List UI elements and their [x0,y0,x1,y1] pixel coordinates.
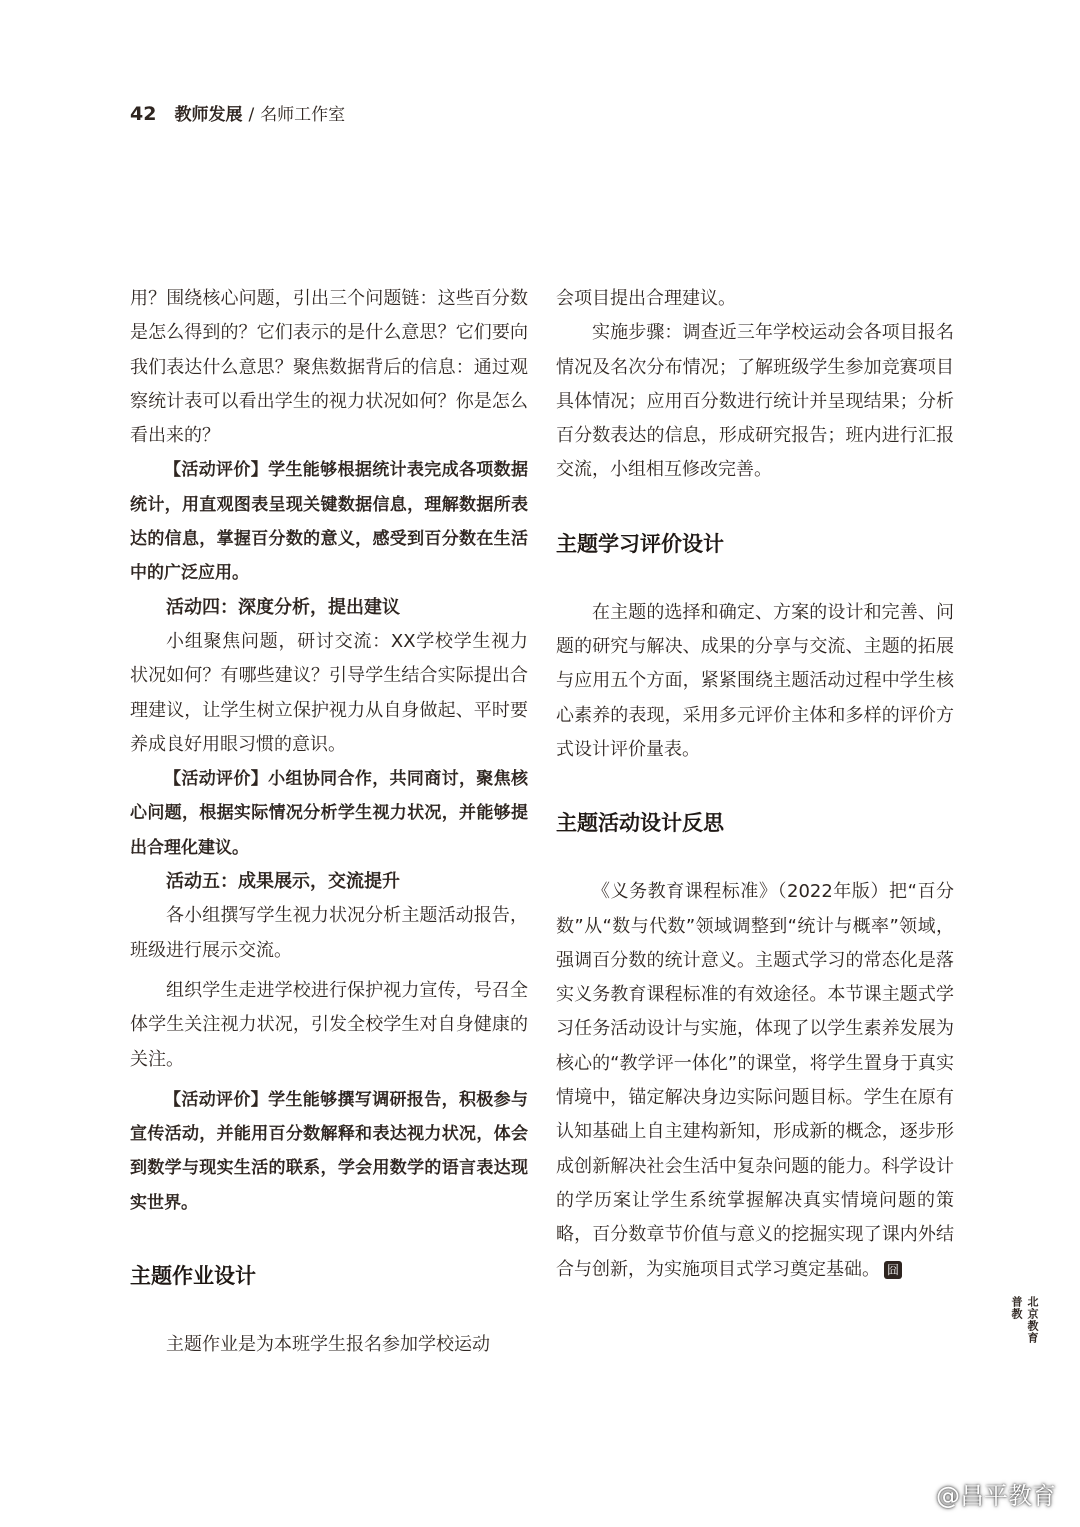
paragraph: 用？围绕核心问题，引出三个问题链：这些百分数是怎么得到的？它们表示的是什么意思？它们要向我们表达什么意思？聚焦数据背后的信息：通过观察统计表可以看出学生的视力状况如何？你是怎么看出来的？ [130,288,528,447]
side-label [1008,1296,1040,1344]
reflection-text: 《义务教育课程标准》（2022年版）把“百分数”从“数与代数”领域调整到“统计与概率”领域，强调百分数的统计意义。主题式学习的常态化是落实义务教育课程标准的有效途径。本节课主题式学习任务活动设计与实施，体现了以学生素养发展为核心的“教学评一体化”的课堂，将学生置身于真实情境中，锚定解决身边实际问题目标。学生在原有认知基础上自主建构新知，形成新的概念，逐步形成创新解决社会生活中复杂问题的能力。科学设计的学历案让学生系统掌握解决真实情境问题的策略，百分数章节价值与意义的挖掘实现了课内外结合与创新，为实施项目式学习奠定基础。 [556,881,954,1280]
paragraph: 各小组撰写学生视力状况分析主题活动报告，班级进行展示交流。 [130,905,528,961]
activity-evaluation: 【活动评价】学生能够根据统计表完成各项数据统计，用直观图表呈现关键数据信息，理解数据所表达的信息，掌握百分数的意义，感受到百分数在生活中的广泛应用。 [130,460,528,584]
right-column [556,282,954,1287]
heading-evaluation-design: 主题学习评价设计 [556,531,724,556]
left-column [130,282,528,1362]
paragraph [556,875,954,1287]
implementation-steps: 实施步骤：调查近三年学校运动会各项目报名情况及名次分布情况；了解班级学生参加竞赛项目具体情况；应用百分数进行统计并呈现结果；分析百分数表达的信息，形成研究报告；班内进行汇报交流，小组相互修改完善。 [556,322,954,481]
activity-evaluation: 【活动评价】小组协同合作，共同商讨，聚焦核心问题，根据实际情况分析学生视力状况，并能够提出合理化建议。 [130,769,528,858]
section-title: 教师发展 [174,105,243,125]
paragraph: 会项目提出合理建议。 [556,288,736,309]
page-number: 42 [130,103,157,125]
paragraph: 主题作业是为本班学生报名参加学校运动 [166,1334,490,1356]
activity-five-title: 活动五：成果展示，交流提升 [166,871,400,893]
paragraph: 在主题的选择和确定、方案的设计和完善、问题的研究与解决、成果的分享与交流、主题的拓展与应用五个方面，紧紧围绕主题活动过程中学生核心素养的表现，采用多元评价主体和多样的评价方式设计评价量表。 [556,601,954,760]
paragraph: 小组聚焦问题，研讨交流：XX学校学生视力状况如何？有哪些建议？引导学生结合实际提出合理建议，让学生树立保护视力从自身做起、平时要养成良好用眼习惯的意识。 [130,630,528,755]
end-mark-icon: 囧 [884,1261,902,1279]
running-header [130,100,345,125]
activity-evaluation: 【活动评价】学生能够撰写调研报告，积极参与宣传活动，并能用百分数解释和表达视力状况，体会到数学与现实生活的联系，学会用数学的语言表达现实世界。 [130,1089,528,1213]
watermark: @昌平教育 [936,1482,1056,1510]
column-title: 名师工作室 [260,105,346,125]
side-label-top: 北京教育 [1026,1296,1039,1344]
heading-design-reflection: 主题活动设计反思 [556,811,724,836]
activity-four-title: 活动四：深度分析，提出建议 [166,596,400,618]
paragraph: 组织学生走进学校进行保护视力宣传，号召全体学生关注视力状况，引发全校学生对自身健康的关注。 [130,979,528,1070]
heading-homework-design: 主题作业设计 [130,1264,256,1289]
side-label-bottom: 普教 [1010,1296,1023,1320]
header-separator: / [248,105,255,125]
